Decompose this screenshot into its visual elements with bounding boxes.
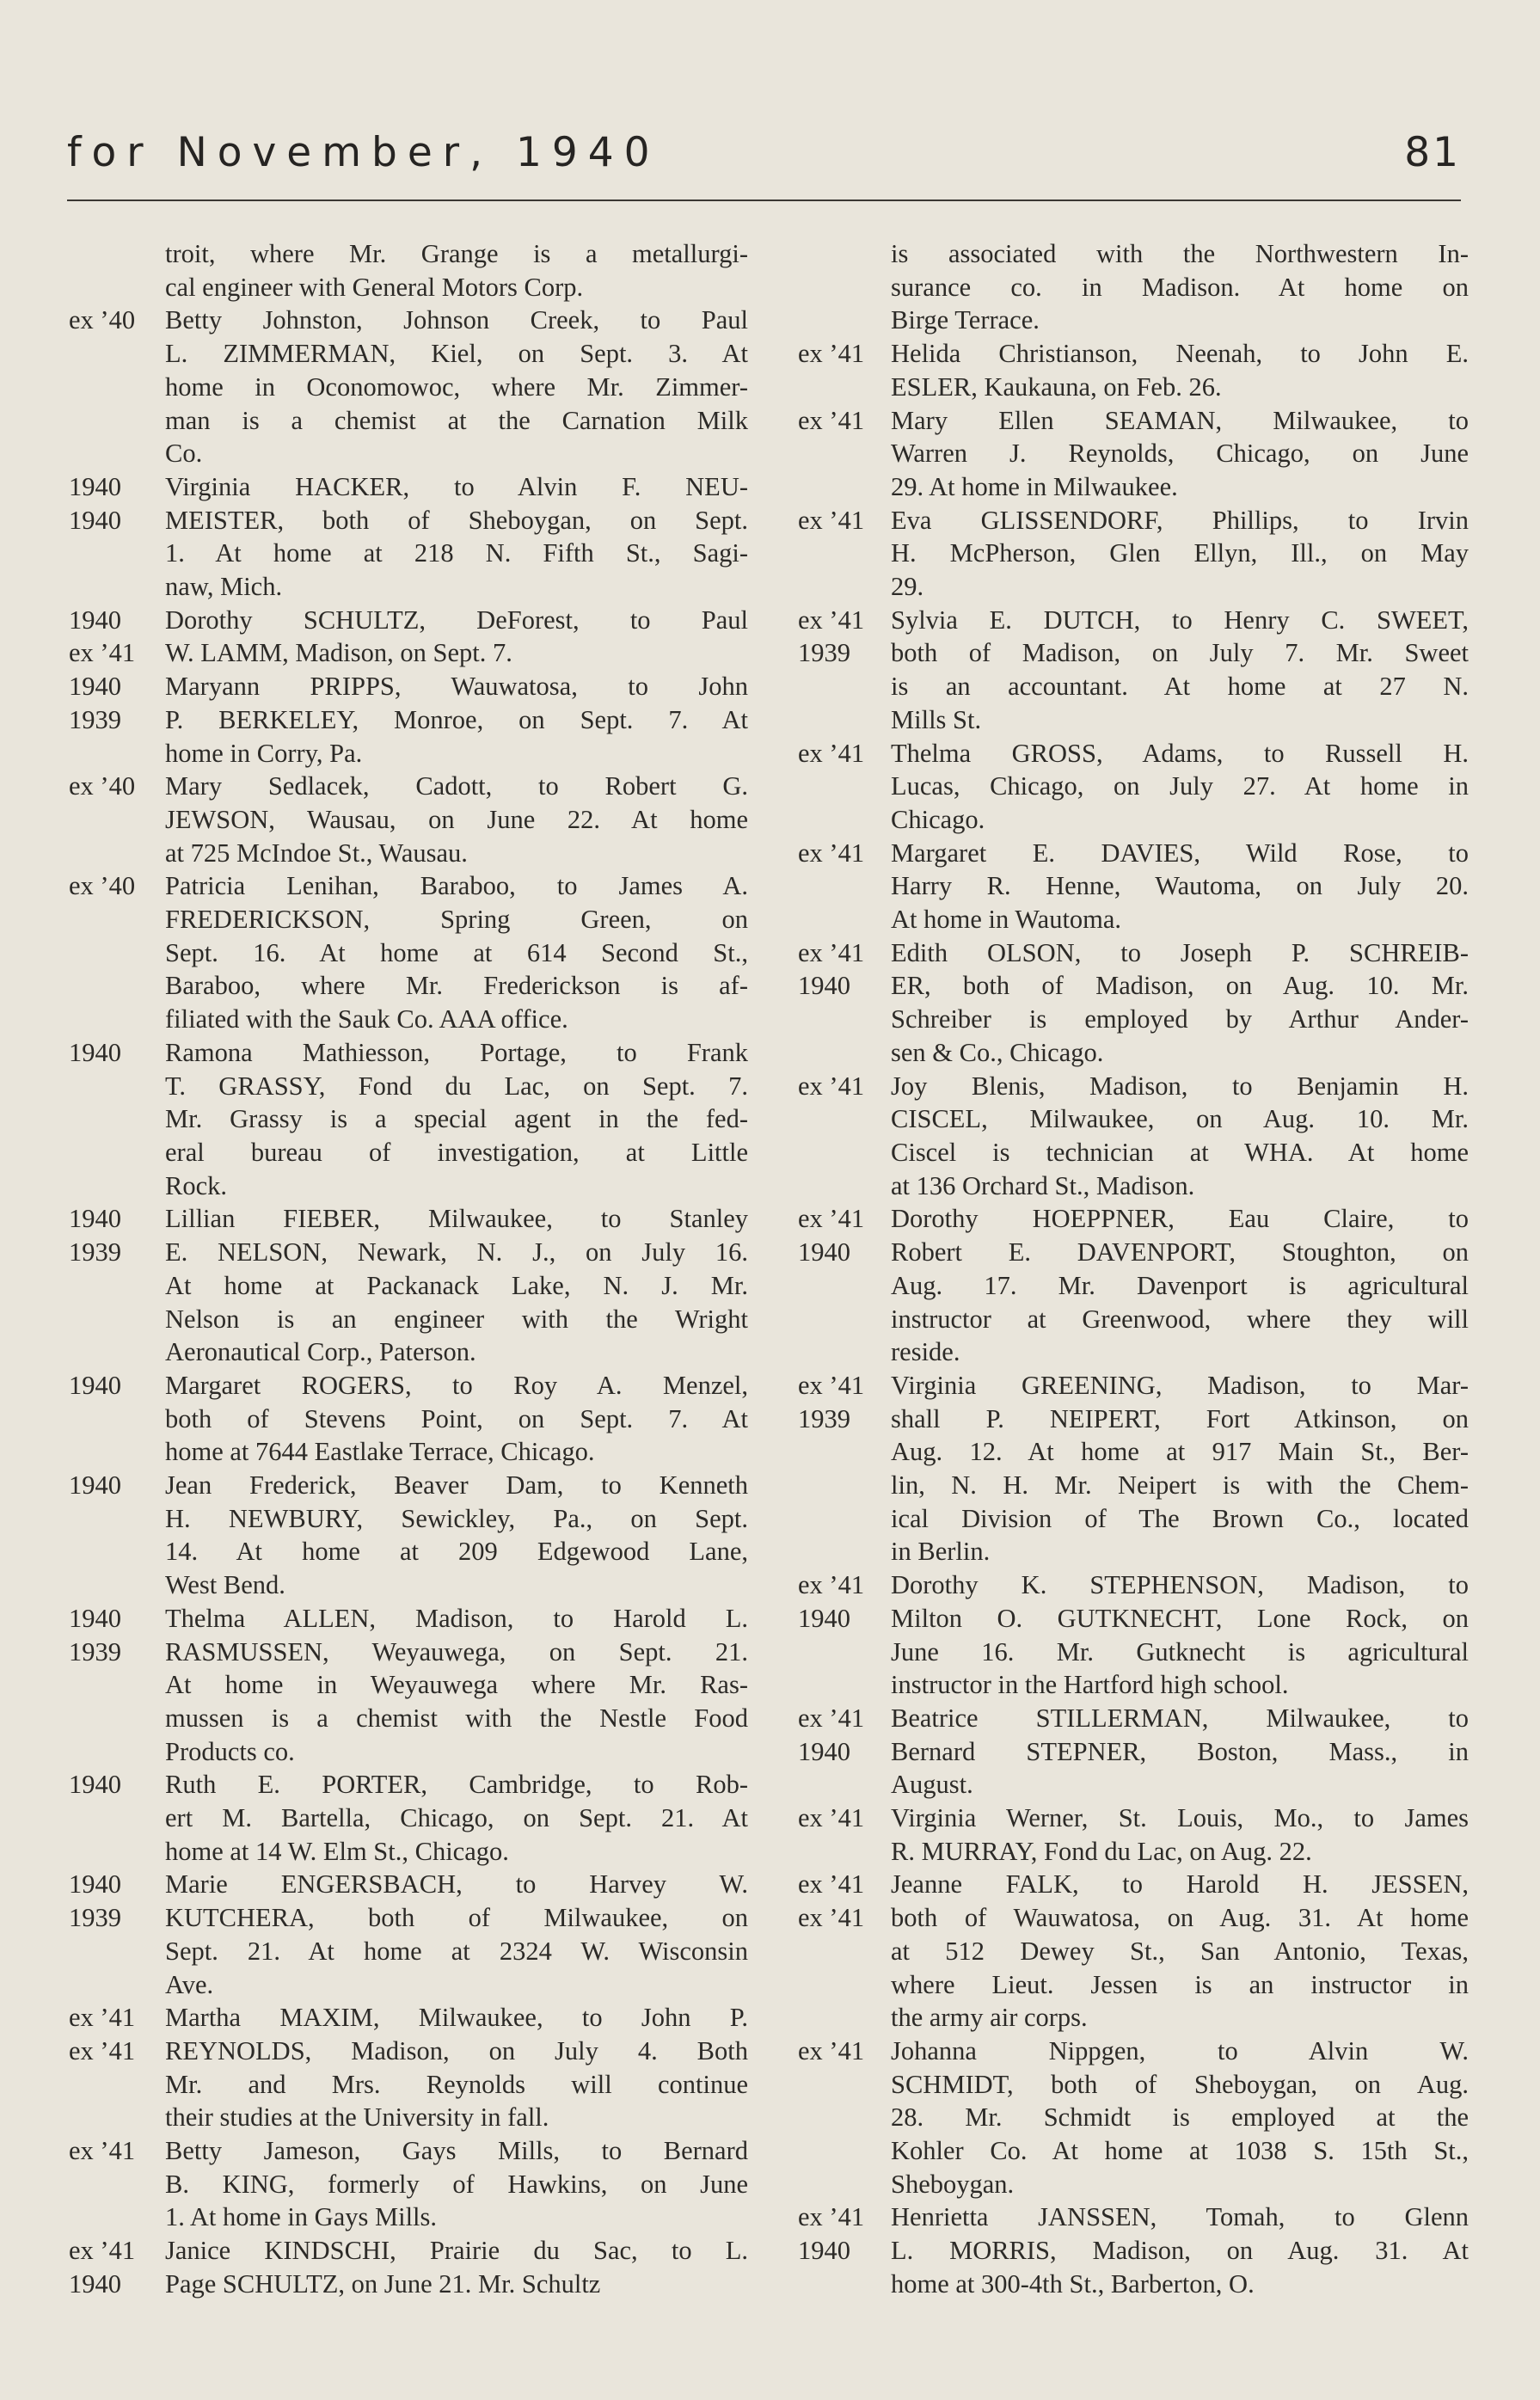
- wedding-entry: [798, 504, 1469, 604]
- entry-line: Sept. 21. At home at 2324 W. Wisconsin: [165, 1936, 748, 1966]
- entry-line: Thelma GROSS, Adams, to Russell H.: [891, 738, 1469, 768]
- entry-line: 28. Mr. Schmidt is employed at the: [891, 2102, 1469, 2133]
- entry-line: both of Madison, on July 7. Mr. Sweet: [891, 638, 1469, 668]
- class-year: [69, 1202, 165, 1369]
- entry-line: H. NEWBURY, Sewickley, Pa., on Sept.: [165, 1503, 748, 1533]
- class-year: [798, 604, 891, 737]
- class-year-label: 1940: [69, 1037, 121, 1067]
- entry-line: Martha MAXIM, Milwaukee, to John P.: [165, 2003, 748, 2033]
- class-year-label: 1939: [69, 704, 121, 734]
- entry-text: [165, 1036, 748, 1203]
- wedding-entry: [69, 604, 748, 670]
- class-year: [69, 1768, 165, 1868]
- wedding-entry: [69, 1202, 748, 1369]
- entry-text: [165, 304, 748, 470]
- entry-line: W. LAMM, Madison, on Sept. 7.: [165, 638, 512, 668]
- entry-line: T. GRASSY, Fond du Lac, on Sept. 7.: [165, 1071, 748, 1101]
- class-year-label: ex ’41: [69, 2035, 136, 2065]
- wedding-entry: [798, 1070, 1469, 1203]
- wedding-entry: [798, 1702, 1469, 1802]
- entry-line: Helida Christianson, Neenah, to John E.: [891, 339, 1469, 369]
- wedding-entry: [798, 237, 1469, 337]
- class-year-label: ex ’40: [69, 871, 136, 901]
- class-year: [69, 770, 165, 869]
- entry-line: Henrietta JANSSEN, Tomah, to Glenn: [891, 2202, 1469, 2232]
- entry-line: Aeronautical Corp., Paterson.: [165, 1337, 476, 1367]
- entry-line: reside.: [891, 1337, 960, 1367]
- entry-line: ESLER, Kaukauna, on Feb. 26.: [891, 371, 1222, 402]
- entry-text: [891, 837, 1469, 936]
- entry-line: sen & Co., Chicago.: [891, 1037, 1104, 1067]
- class-year: [69, 1868, 165, 2001]
- entry-line: mussen is a chemist with the Nestle Food: [165, 1703, 748, 1733]
- class-year-label: 1940: [69, 1603, 121, 1633]
- entry-text: [165, 1469, 748, 1602]
- entry-text: [891, 404, 1469, 504]
- wedding-entry: [798, 1868, 1469, 2035]
- entry-line: Mary Ellen SEAMAN, Milwaukee, to: [891, 405, 1469, 435]
- class-year-label: 1940: [69, 605, 121, 635]
- entry-line: home at 300-4th St., Barberton, O.: [891, 2268, 1255, 2299]
- class-year-label: 1940: [69, 1370, 121, 1400]
- entry-line: Nelson is an engineer with the Wright: [165, 1304, 748, 1334]
- entry-line: 29. At home in Milwaukee.: [891, 471, 1178, 501]
- class-year-label: ex ’41: [798, 838, 865, 868]
- class-year: [798, 837, 891, 936]
- entry-text: [891, 2201, 1469, 2300]
- entry-line: Mr. Grassy is a special agent in the fed-: [165, 1104, 748, 1134]
- entry-line: at 136 Orchard St., Madison.: [891, 1170, 1195, 1200]
- class-year-label: 1939: [69, 1903, 121, 1933]
- entry-line: R. MURRAY, Fond du Lac, on Aug. 22.: [891, 1836, 1312, 1866]
- class-year: [69, 1602, 165, 1769]
- entry-line: Virginia GREENING, Madison, to Mar-: [891, 1370, 1469, 1400]
- wedding-entry: [798, 1568, 1469, 1702]
- entry-line: Mills St.: [891, 704, 982, 734]
- entry-line: Birge Terrace.: [891, 305, 1040, 335]
- entry-line: 29.: [891, 572, 924, 602]
- entry-line: Lillian FIEBER, Milwaukee, to Stanley: [165, 1204, 748, 1234]
- entry-line: L. ZIMMERMAN, Kiel, on Sept. 3. At: [165, 339, 748, 369]
- wedding-entry: [798, 2035, 1469, 2201]
- class-year-label: 1940: [69, 1470, 121, 1501]
- class-year: [69, 2234, 165, 2300]
- class-year-label: 1940: [69, 471, 121, 501]
- class-year: [798, 237, 891, 337]
- class-year: [798, 504, 891, 604]
- entry-line: B. KING, formerly of Hawkins, on June: [165, 2169, 748, 2199]
- class-year-label: 1940: [69, 1204, 121, 1234]
- entry-line: in Berlin.: [891, 1537, 991, 1567]
- class-year: [69, 237, 165, 304]
- entry-line: At home in Weyauwega where Mr. Ras-: [165, 1670, 748, 1700]
- class-year-label: 1940: [69, 1869, 121, 1900]
- entry-line: MEISTER, both of Sheboygan, on Sept.: [165, 505, 748, 535]
- left-column: [69, 237, 748, 2301]
- entry-line: instructor in the Hartford high school.: [891, 1670, 1289, 1700]
- wedding-entry: [798, 936, 1469, 1070]
- class-year: [798, 1070, 891, 1203]
- class-year-label: ex ’41: [798, 405, 865, 435]
- entry-line: H. McPherson, Glen Ellyn, Ill., on May: [891, 538, 1469, 568]
- entry-text: [891, 1369, 1469, 1568]
- class-year: [69, 670, 165, 770]
- class-year-label: ex ’41: [798, 2035, 865, 2065]
- entry-line: where Lieut. Jessen is an instructor in: [891, 1969, 1469, 1999]
- wedding-entry: [798, 1802, 1469, 1868]
- wedding-entry: [69, 237, 748, 304]
- class-year: [69, 2001, 165, 2134]
- entry-line: At home at Packanack Lake, N. J. Mr.: [165, 1270, 748, 1300]
- class-year-label: ex ’41: [69, 2236, 136, 2266]
- entry-line: lin, N. H. Mr. Neipert is with the Chem-: [891, 1470, 1469, 1501]
- class-year-label: ex ’40: [69, 305, 136, 335]
- entry-line: Marie ENGERSBACH, to Harvey W.: [165, 1869, 748, 1900]
- entry-line: at 512 Dewey St., San Antonio, Texas,: [891, 1936, 1469, 1966]
- entry-text: [165, 1868, 748, 2001]
- entry-line: Dorothy HOEPPNER, Eau Claire, to: [891, 1204, 1469, 1234]
- class-year: [69, 1036, 165, 1203]
- class-year-label: 1940: [798, 2236, 850, 2266]
- entry-line: Rock.: [165, 1170, 228, 1200]
- wedding-entry: [69, 304, 748, 470]
- entry-line: ER, both of Madison, on Aug. 10. Mr.: [891, 971, 1469, 1001]
- entry-line: Aug. 12. At home at 917 Main St., Ber-: [891, 1437, 1469, 1467]
- wedding-entry: [798, 1369, 1469, 1568]
- class-year-label: 1940: [69, 505, 121, 535]
- class-year-label: 1940: [69, 2268, 121, 2299]
- class-year-label: 1939: [798, 1403, 850, 1433]
- entry-line: Page SCHULTZ, on June 21. Mr. Schultz: [165, 2268, 601, 2299]
- class-year-label: 1939: [69, 1636, 121, 1666]
- class-year: [798, 1568, 891, 1702]
- class-year-label: ex ’41: [798, 1869, 865, 1900]
- entry-line: the army air corps.: [891, 2003, 1088, 2033]
- entry-text: [891, 1802, 1469, 1868]
- entry-line: their studies at the University in fall.: [165, 2102, 549, 2133]
- entry-line: Mary Sedlacek, Cadott, to Robert G.: [165, 771, 748, 801]
- header-rule: [67, 199, 1461, 201]
- class-year-label: ex ’41: [798, 339, 865, 369]
- entry-text: [891, 2035, 1469, 2201]
- wedding-entry: [798, 404, 1469, 504]
- entry-line: Joy Blenis, Madison, to Benjamin H.: [891, 1071, 1469, 1101]
- class-year-label: ex ’41: [69, 638, 136, 668]
- entry-line: is an accountant. At home at 27 N.: [891, 672, 1469, 702]
- entry-line: Patricia Lenihan, Baraboo, to James A.: [165, 871, 748, 901]
- entry-line: Janice KINDSCHI, Prairie du Sac, to L.: [165, 2236, 748, 2266]
- entry-line: Ruth E. PORTER, Cambridge, to Rob-: [165, 1770, 748, 1800]
- entry-text: [165, 670, 748, 770]
- entry-line: Milton O. GUTKNECHT, Lone Rock, on: [891, 1603, 1469, 1633]
- entry-line: L. MORRIS, Madison, on Aug. 31. At: [891, 2236, 1469, 2266]
- entry-line: Co.: [165, 439, 203, 469]
- entry-text: [165, 1768, 748, 1868]
- entry-line: Dorothy SCHULTZ, DeForest, to Paul: [165, 605, 748, 635]
- entry-text: [165, 1602, 748, 1769]
- entry-line: troit, where Mr. Grange is a metallurgi-: [165, 239, 748, 268]
- entry-line: Products co.: [165, 1736, 295, 1766]
- wedding-entry: [798, 1202, 1469, 1369]
- entry-text: [891, 1568, 1469, 1702]
- wedding-entry: [69, 770, 748, 869]
- class-year-label: ex ’41: [798, 605, 865, 635]
- entry-line: 1. At home at 218 N. Fifth St., Sagi-: [165, 538, 748, 568]
- class-year: [798, 1202, 891, 1369]
- class-year-label: ex ’41: [69, 2136, 136, 2166]
- class-year: [798, 2035, 891, 2201]
- entry-line: Bernard STEPNER, Boston, Mass., in: [891, 1736, 1469, 1766]
- entry-line: SCHMIDT, both of Sheboygan, on Aug.: [891, 2069, 1469, 2099]
- right-column: [798, 237, 1469, 2301]
- entry-line: REYNOLDS, Madison, on July 4. Both: [165, 2035, 748, 2065]
- entry-line: Sept. 16. At home at 614 Second St.,: [165, 937, 748, 967]
- entry-text: [891, 604, 1469, 737]
- entry-text: [891, 1702, 1469, 1802]
- entry-text: [891, 504, 1469, 604]
- entry-line: ert M. Bartella, Chicago, on Sept. 21. At: [165, 1803, 748, 1833]
- entry-line: Virginia HACKER, to Alvin F. NEU-: [165, 471, 748, 501]
- wedding-entry: [69, 2001, 748, 2134]
- class-year-label: ex ’41: [798, 1370, 865, 1400]
- entry-text: [165, 1369, 748, 1469]
- class-year-label: ex ’41: [798, 1071, 865, 1101]
- wedding-entry: [69, 1868, 748, 2001]
- wedding-entry: [69, 2134, 748, 2234]
- entry-line: is associated with the Northwestern In-: [891, 239, 1469, 268]
- entry-line: June 16. Mr. Gutknecht is agricultural: [891, 1636, 1469, 1666]
- wedding-entry: [798, 337, 1469, 403]
- wedding-entry: [69, 470, 748, 604]
- class-year: [69, 604, 165, 670]
- entry-text: [165, 2001, 748, 2134]
- class-year-label: ex ’40: [69, 771, 136, 801]
- wedding-entry: [69, 1602, 748, 1769]
- entry-line: Lucas, Chicago, on July 27. At home in: [891, 771, 1469, 801]
- entry-line: West Bend.: [165, 1570, 285, 1600]
- wedding-entry: [69, 1469, 748, 1602]
- entry-line: Eva GLISSENDORF, Phillips, to Irvin: [891, 505, 1469, 535]
- wedding-entry: [798, 2201, 1469, 2300]
- class-year-label: ex ’41: [798, 2202, 865, 2232]
- class-year-label: 1939: [69, 1237, 121, 1268]
- wedding-entry: [69, 1036, 748, 1203]
- wedding-entry: [69, 670, 748, 770]
- wedding-entry: [798, 837, 1469, 936]
- entry-text: [891, 237, 1469, 337]
- entry-line: CISCEL, Milwaukee, on Aug. 10. Mr.: [891, 1104, 1469, 1134]
- wedding-entry: [798, 604, 1469, 737]
- class-year: [798, 337, 891, 403]
- entry-line: E. NELSON, Newark, N. J., on July 16.: [165, 1237, 748, 1268]
- class-year-label: ex ’41: [798, 1803, 865, 1833]
- class-year-label: ex ’41: [798, 1703, 865, 1733]
- entry-line: Ave.: [165, 1969, 214, 1999]
- entry-text: [165, 1202, 748, 1369]
- entry-line: Schreiber is employed by Arthur Ander-: [891, 1004, 1469, 1034]
- entry-text: [891, 1868, 1469, 2035]
- entry-line: home in Oconomowoc, where Mr. Zimmer-: [165, 371, 748, 402]
- class-year: [69, 2134, 165, 2234]
- entry-line: home at 7644 Eastlake Terrace, Chicago.: [165, 1437, 595, 1467]
- class-year: [798, 404, 891, 504]
- entry-line: man is a chemist at the Carnation Milk: [165, 405, 748, 435]
- entry-text: [891, 737, 1469, 837]
- entry-line: FREDERICKSON, Spring Green, on: [165, 905, 748, 935]
- entry-line: Aug. 17. Mr. Davenport is agricultural: [891, 1270, 1469, 1300]
- entry-line: August.: [891, 1770, 973, 1800]
- entry-line: filiated with the Sauk Co. AAA office.: [165, 1004, 568, 1034]
- entry-line: Jeanne FALK, to Harold H. JESSEN,: [891, 1869, 1469, 1900]
- entry-line: Virginia Werner, St. Louis, Mo., to James: [891, 1803, 1469, 1833]
- entry-line: at 725 McIndoe St., Wausau.: [165, 838, 468, 868]
- entry-line: both of Wauwatosa, on Aug. 31. At home: [891, 1903, 1469, 1933]
- entry-line: Mr. and Mrs. Reynolds will continue: [165, 2069, 748, 2099]
- page-header: [67, 129, 1461, 189]
- entry-line: Betty Jameson, Gays Mills, to Bernard: [165, 2136, 748, 2166]
- class-year: [798, 1868, 891, 2035]
- entry-line: Robert E. DAVENPORT, Stoughton, on: [891, 1237, 1469, 1268]
- class-year: [69, 1469, 165, 1602]
- entry-line: At home in Wautoma.: [891, 905, 1122, 935]
- class-year-label: ex ’41: [798, 937, 865, 967]
- page-number: 81: [1404, 129, 1461, 176]
- wedding-entry: [69, 869, 748, 1036]
- entry-line: Thelma ALLEN, Madison, to Harold L.: [165, 1603, 748, 1633]
- class-year-label: ex ’41: [798, 738, 865, 768]
- wedding-entry: [798, 737, 1469, 837]
- entry-line: naw, Mich.: [165, 572, 283, 602]
- entry-line: 1. At home in Gays Mills.: [165, 2202, 438, 2232]
- entry-line: instructor at Greenwood, where they will: [891, 1304, 1469, 1334]
- entry-line: Dorothy K. STEPHENSON, Madison, to: [891, 1570, 1469, 1600]
- entry-text: [165, 470, 748, 604]
- class-year-label: ex ’41: [798, 1903, 865, 1933]
- entry-line: 14. At home at 209 Edgewood Lane,: [165, 1537, 748, 1567]
- entry-line: ical Division of The Brown Co., located: [891, 1503, 1469, 1533]
- entry-text: [165, 2134, 748, 2234]
- entry-line: eral bureau of investigation, at Little: [165, 1137, 748, 1167]
- class-year-label: ex ’41: [798, 1570, 865, 1600]
- entry-line: shall P. NEIPERT, Fort Atkinson, on: [891, 1403, 1469, 1433]
- entry-line: JEWSON, Wausau, on June 22. At home: [165, 804, 748, 834]
- wedding-entry: [69, 1369, 748, 1469]
- entry-line: Margaret E. DAVIES, Wild Rose, to: [891, 838, 1469, 868]
- wedding-entry: [69, 1768, 748, 1868]
- class-year: [798, 1802, 891, 1868]
- entry-line: Harry R. Henne, Wautoma, on July 20.: [891, 871, 1469, 901]
- entry-line: Edith OLSON, to Joseph P. SCHREIB-: [891, 937, 1469, 967]
- entry-line: Warren J. Reynolds, Chicago, on June: [891, 439, 1469, 469]
- entry-line: home in Corry, Pa.: [165, 738, 363, 768]
- entry-text: [891, 1202, 1469, 1369]
- entry-line: Kohler Co. At home at 1038 S. 15th St.,: [891, 2136, 1469, 2166]
- class-year-label: 1940: [69, 1770, 121, 1800]
- class-year: [798, 1369, 891, 1568]
- entry-text: [891, 1070, 1469, 1203]
- entry-line: cal engineer with General Motors Corp.: [165, 272, 584, 302]
- class-year-label: 1940: [69, 672, 121, 702]
- class-year: [69, 869, 165, 1036]
- entry-line: home at 14 W. Elm St., Chicago.: [165, 1836, 509, 1866]
- entry-text: [165, 2234, 748, 2300]
- class-year: [798, 936, 891, 1070]
- running-title: for November, 1940: [67, 129, 660, 176]
- entry-line: Betty Johnston, Johnson Creek, to Paul: [165, 305, 748, 335]
- entry-text: [891, 337, 1469, 403]
- class-year: [798, 1702, 891, 1802]
- class-year-label: 1939: [798, 638, 850, 668]
- class-year-label: 1940: [798, 1603, 850, 1633]
- entry-line: surance co. in Madison. At home on: [891, 272, 1469, 302]
- entry-line: Baraboo, where Mr. Frederickson is af-: [165, 971, 748, 1001]
- class-year-label: 1940: [798, 1736, 850, 1766]
- class-year-label: ex ’41: [69, 2003, 136, 2033]
- entry-text: [165, 770, 748, 869]
- class-year-label: 1940: [798, 1237, 850, 1268]
- entry-line: Sheboygan.: [891, 2169, 1015, 2199]
- entry-line: Sylvia E. DUTCH, to Henry C. SWEET,: [891, 605, 1469, 635]
- wedding-entry: [69, 2234, 748, 2300]
- entry-line: Maryann PRIPPS, Wauwatosa, to John: [165, 672, 748, 702]
- entry-line: Johanna Nippgen, to Alvin W.: [891, 2035, 1469, 2065]
- class-year: [69, 304, 165, 470]
- entry-text: [165, 869, 748, 1036]
- entry-text: [891, 936, 1469, 1070]
- class-year: [69, 1369, 165, 1469]
- entry-line: Ramona Mathiesson, Portage, to Frank: [165, 1037, 748, 1067]
- entry-line: Margaret ROGERS, to Roy A. Menzel,: [165, 1370, 748, 1400]
- entry-line: Chicago.: [891, 804, 985, 834]
- class-year: [69, 470, 165, 604]
- class-year: [798, 2201, 891, 2300]
- entry-line: KUTCHERA, both of Milwaukee, on: [165, 1903, 748, 1933]
- entry-line: Ciscel is technician at WHA. At home: [891, 1137, 1469, 1167]
- entry-line: RASMUSSEN, Weyauwega, on Sept. 21.: [165, 1636, 748, 1666]
- entry-line: Beatrice STILLERMAN, Milwaukee, to: [891, 1703, 1469, 1733]
- class-year: [798, 737, 891, 837]
- entry-text: [165, 237, 748, 304]
- entry-line: Jean Frederick, Beaver Dam, to Kenneth: [165, 1470, 748, 1501]
- class-year-label: 1940: [798, 971, 850, 1001]
- entry-text: [165, 604, 748, 670]
- class-year-label: ex ’41: [798, 505, 865, 535]
- class-year-label: ex ’41: [798, 1204, 865, 1234]
- entry-line: both of Stevens Point, on Sept. 7. At: [165, 1403, 748, 1433]
- entry-line: P. BERKELEY, Monroe, on Sept. 7. At: [165, 704, 748, 734]
